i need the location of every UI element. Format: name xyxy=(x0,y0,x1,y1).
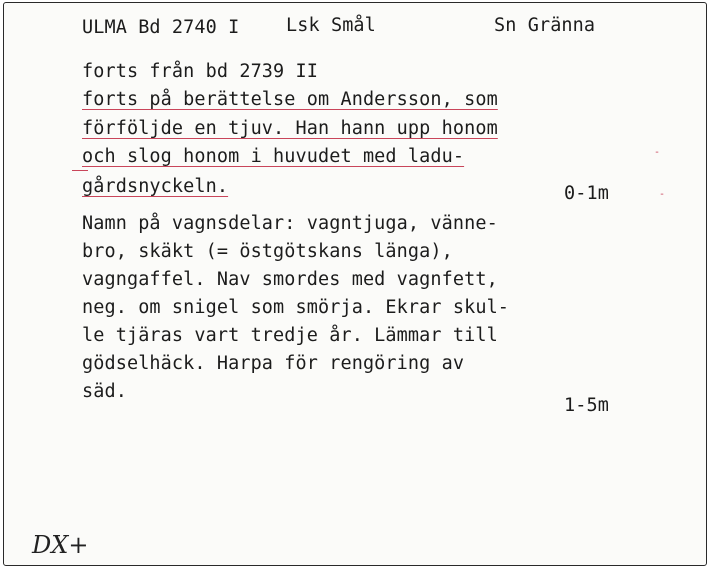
red-margin-stroke xyxy=(72,170,88,171)
paragraph-line-3: vagngaffel. Nav smordes med vagnfett, xyxy=(82,269,498,290)
handwritten-note: DX+ xyxy=(32,531,89,559)
classification-code-2: 1-5m xyxy=(564,395,609,416)
paragraph-line-5: le tjäras vart tredje år. Lämmar till xyxy=(82,325,498,346)
paragraph-line-4: neg. om snigel som smörja. Ekrar skul- xyxy=(82,297,510,318)
story-line-2: förföljde en tjuv. Han hann upp honom xyxy=(82,118,498,139)
archive-card xyxy=(3,2,707,566)
landskap-label: Lsk Smål xyxy=(286,15,376,36)
paragraph-line-6: gödselhäck. Harpa för rengöring av xyxy=(82,353,465,374)
story-line-4: gårdsnyckeln. xyxy=(82,176,229,197)
classification-code-1: 0-1m xyxy=(564,183,609,204)
red-mark: - xyxy=(659,189,666,200)
story-line-1: forts på berättelse om Andersson, som xyxy=(82,89,498,110)
paragraph-line-2: bro, skäkt (= östgötskans länga), xyxy=(82,241,453,262)
red-mark: - xyxy=(654,147,661,158)
continuation-note: forts från bd 2739 II xyxy=(82,61,318,82)
paragraph-line-1: Namn på vagnsdelar: vagntjuga, vänne- xyxy=(82,213,498,234)
archive-reference: ULMA Bd 2740 I xyxy=(82,17,240,38)
paragraph-line-7: säd. xyxy=(82,381,127,402)
socken-label: Sn Gränna xyxy=(494,15,596,36)
story-line-3: och slog honom i huvudet med ladu- xyxy=(82,146,465,167)
